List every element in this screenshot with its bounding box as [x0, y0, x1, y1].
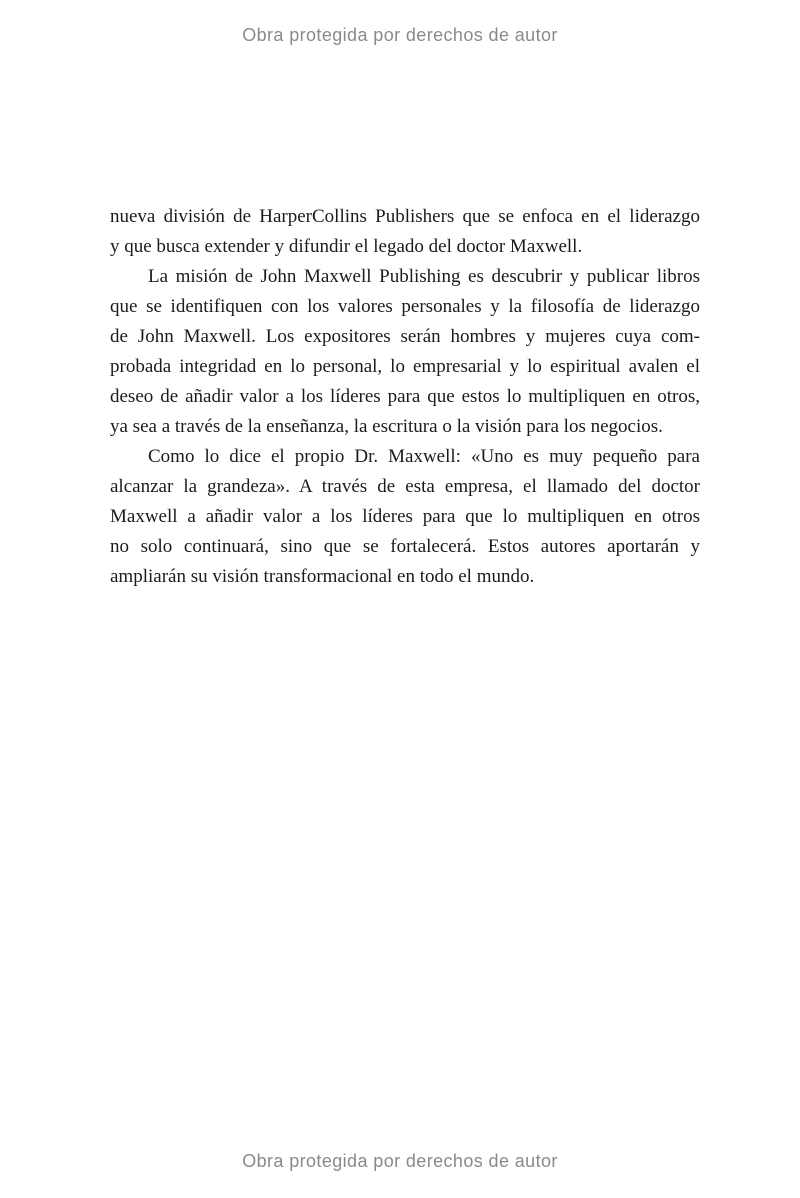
text-line: ampliarán su visión transformacional en todo el mundo. — [110, 566, 535, 587]
text-line: deseo de añadir valor a los líderes para que estos lo multipliquen en otros, — [110, 386, 700, 407]
text-line: de John Maxwell. Los expositores serán hombres y mujeres cuya com- — [110, 326, 700, 347]
text-line: Maxwell a añadir valor a los líderes para que lo multipliquen en otros — [110, 506, 700, 527]
text-line: alcanzar la grandeza». A través de esta empresa, el llamado del doctor — [110, 476, 700, 497]
text-line: no solo continuará, sino que se fortalecerá. Estos autores aportarán y — [110, 536, 700, 557]
text-line: Como lo dice el propio Dr. Maxwell: «Uno es muy pequeño para — [148, 446, 700, 467]
copyright-notice-top: Obra protegida por derechos de autor — [242, 25, 558, 45]
text-line: que se identifiquen con los valores personales y la filosofía de liderazgo — [110, 296, 700, 317]
text-line: y que busca extender y difundir el legado del doctor Maxwell. — [110, 236, 583, 257]
text-line: nueva división de HarperCollins Publishers que se enfoca en el liderazgo — [110, 206, 700, 227]
paragraph — [110, 202, 700, 262]
copyright-notice-bottom: Obra protegida por derechos de autor — [242, 1151, 558, 1171]
text-line: La misión de John Maxwell Publishing es descubrir y publicar libros — [148, 266, 700, 287]
paragraph — [110, 262, 700, 442]
text-block — [110, 202, 700, 592]
text-line: probada integridad en lo personal, lo empresarial y lo espiritual avalen el — [110, 356, 700, 377]
paragraph — [110, 442, 700, 592]
text-line: ya sea a través de la enseñanza, la escritura o la visión para los negocios. — [110, 416, 663, 437]
